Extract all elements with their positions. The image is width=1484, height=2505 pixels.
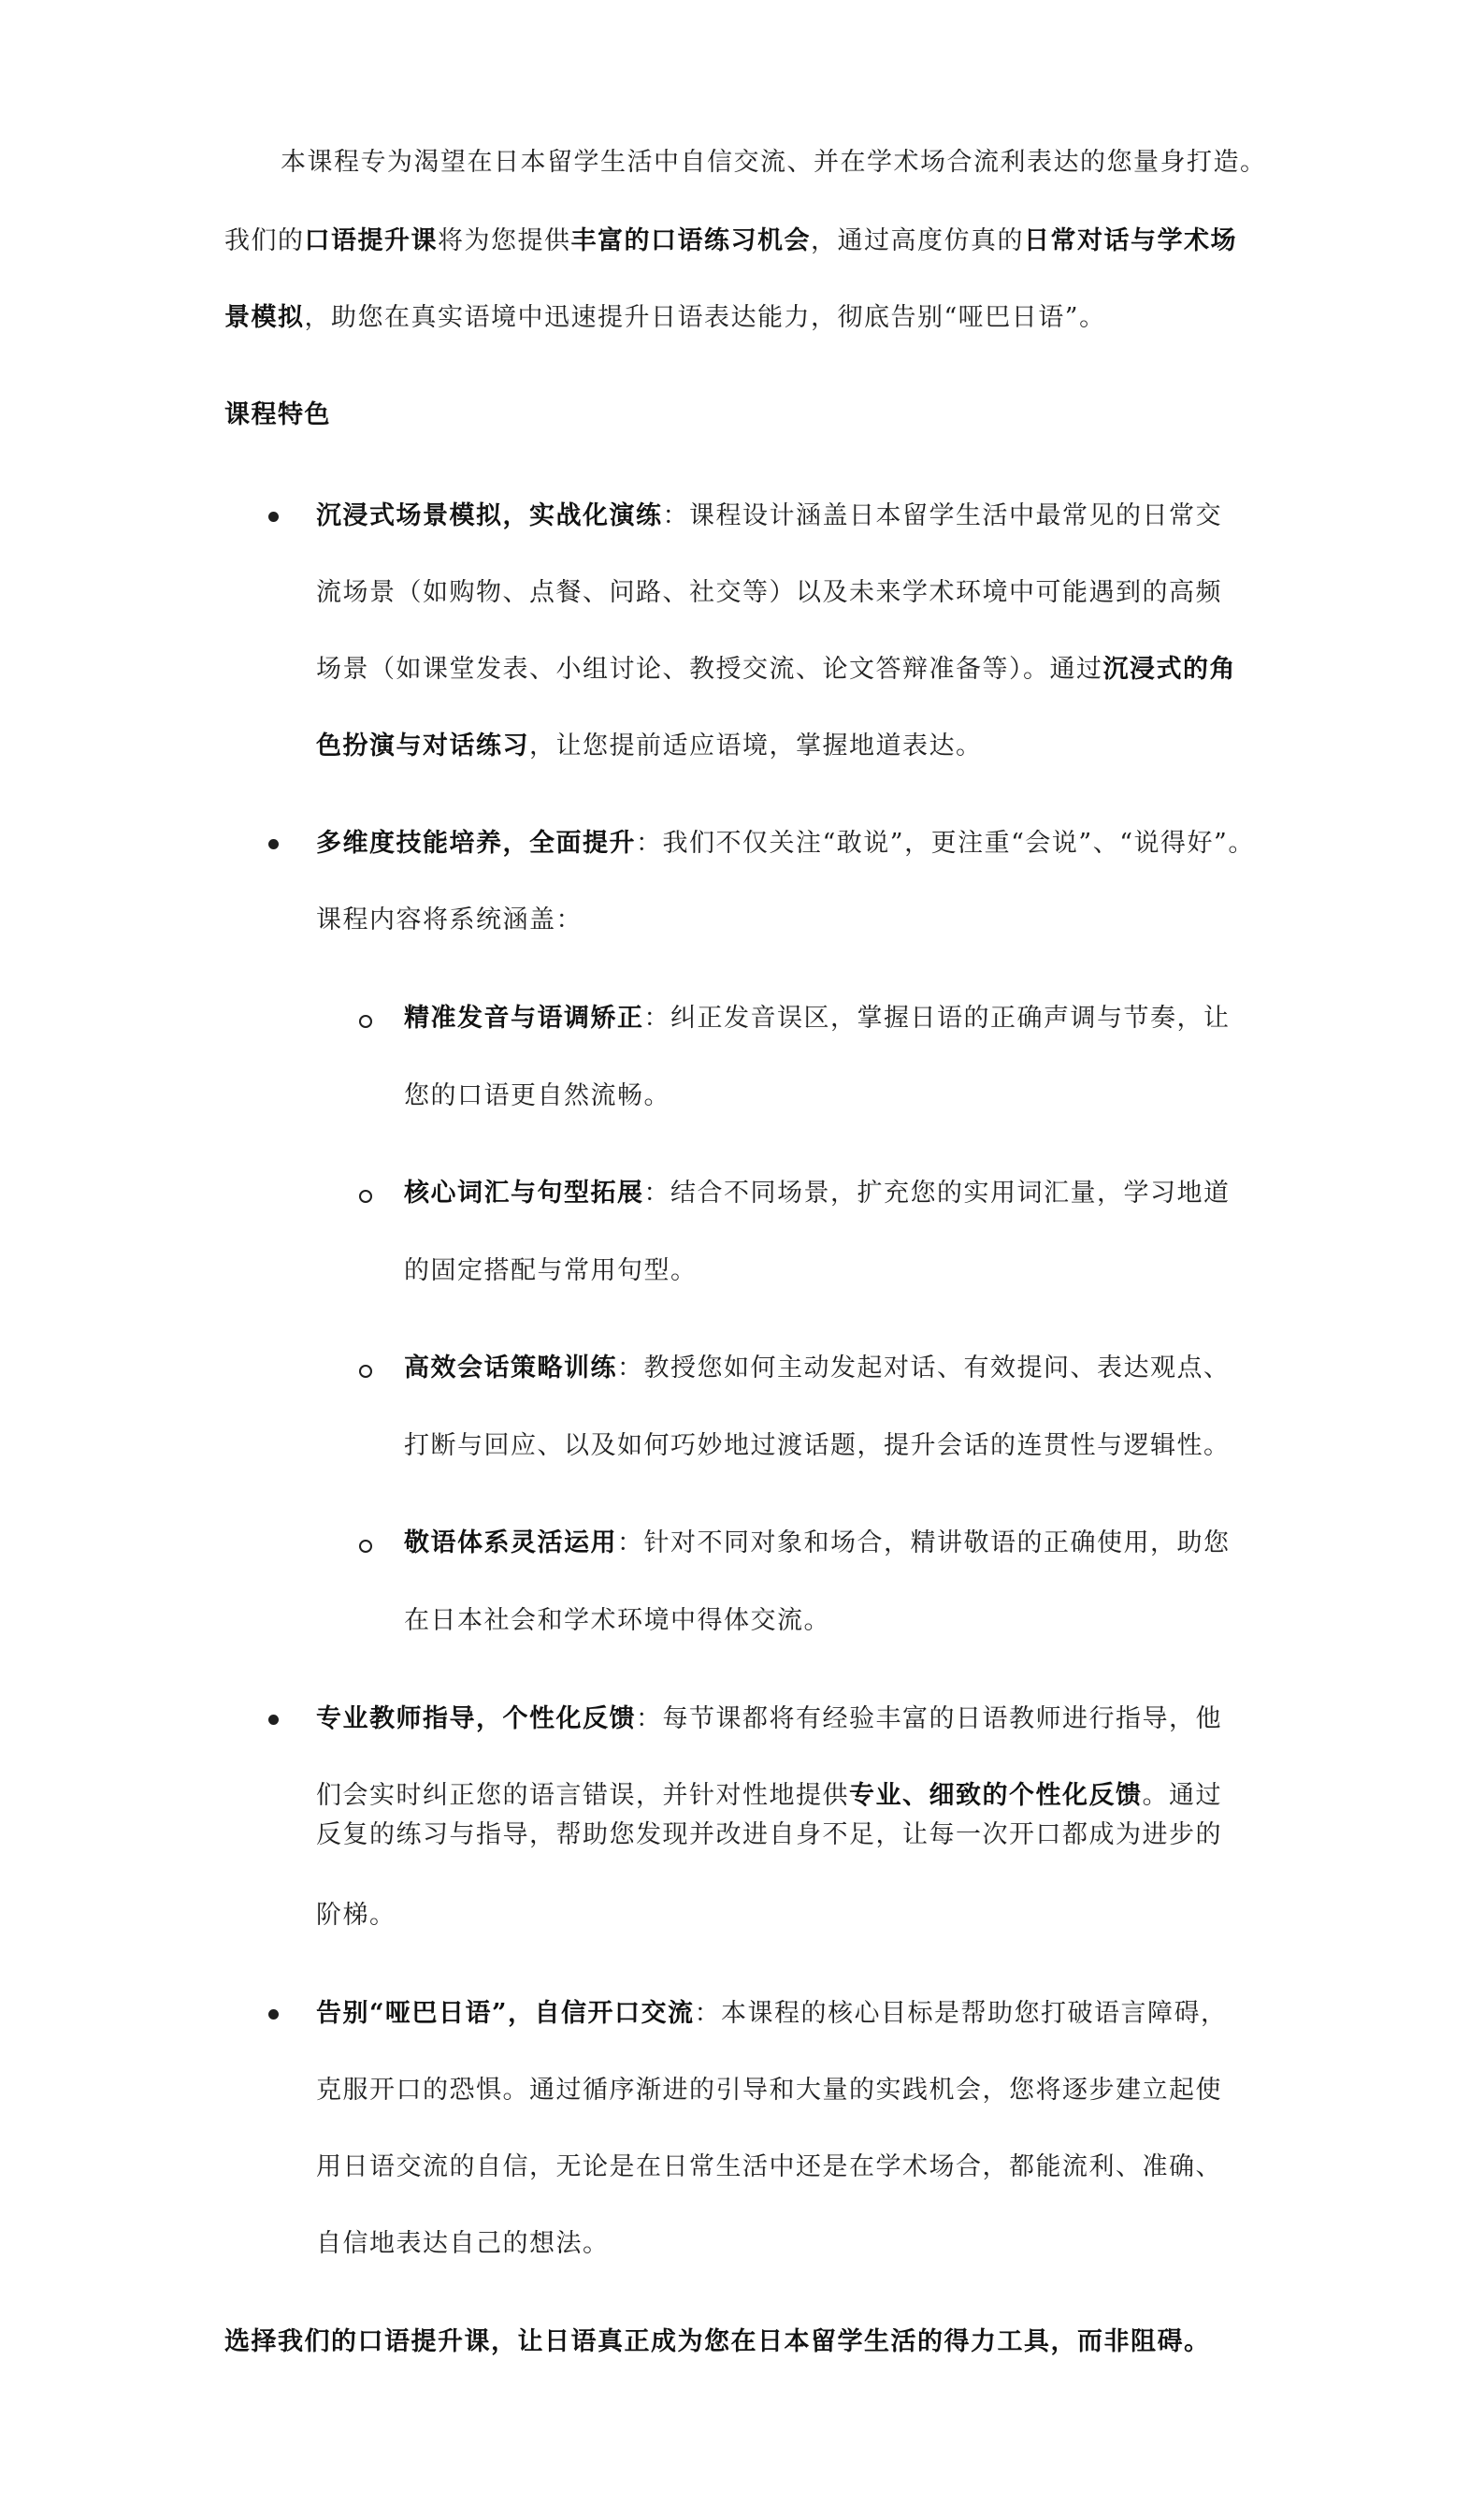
feature-text: 场景（如课堂发表、小组讨论、教授交流、论文答辩准备等）。通过	[316, 655, 1103, 684]
feature-bold-text: 色扮演与对话练习	[316, 731, 529, 760]
feature-2-line-1	[316, 825, 1255, 862]
sub-item-text: ：教授您如何主动发起对话、有效提问、表达观点、	[617, 1354, 1231, 1383]
intro-text: ，通过高度仿真的	[811, 226, 1024, 255]
sub-item-heading: 精准发音与语调矫正	[404, 1004, 644, 1033]
bullet-dot-icon	[268, 839, 279, 849]
feature-bold-text: 沉浸式的角	[1102, 655, 1236, 684]
feature-text: 自信地表达自己的想法。	[316, 2229, 610, 2258]
sub-item-1-line-2	[404, 1078, 670, 1115]
feature-1-line-1	[316, 498, 1222, 535]
sub-item-text: 在日本社会和学术环境中得体交流。	[404, 1606, 830, 1635]
bullet-circle-icon	[359, 1015, 372, 1028]
intro-line-2	[224, 223, 1237, 260]
feature-4-line-1	[316, 1995, 1228, 2033]
feature-2-heading: 多维度技能培养，全面提升	[316, 829, 636, 858]
sub-item-text: 您的口语更自然流畅。	[404, 1081, 670, 1110]
feature-1-line-4	[316, 728, 983, 765]
intro-text: 将为您提供	[438, 226, 571, 255]
feature-text: ：每节课都将有经验丰富的日语教师进行指导，他	[636, 1704, 1222, 1733]
intro-text: 我们的	[224, 226, 305, 255]
closing-text: 选择我们的口语提升课，让日语真正成为您在日本留学生活的得力工具，而非阻碍。	[224, 2327, 1211, 2356]
feature-text: 。通过	[1142, 1781, 1222, 1810]
feature-text: 课程内容将系统涵盖：	[316, 905, 583, 934]
feature-3-heading: 专业教师指导，个性化反馈	[316, 1704, 636, 1733]
sub-item-text: ：纠正发音误区，掌握日语的正确声调与节奏，让	[643, 1004, 1231, 1033]
sub-item-heading: 核心词汇与句型拓展	[404, 1179, 644, 1208]
feature-4-line-3	[316, 2149, 1222, 2186]
feature-3-line-2	[316, 1777, 1222, 1815]
feature-3-line-1	[316, 1701, 1222, 1738]
intro-bold-text: 丰富的口语练习机会	[570, 226, 811, 255]
sub-item-1-line-1	[404, 1000, 1231, 1037]
feature-1-line-2	[316, 574, 1222, 612]
feature-4-heading: 告别“哑巴日语”，自信开口交流	[316, 1999, 695, 2028]
feature-text: 反复的练习与指导，帮助您发现并改进自身不足，让每一次开口都成为进步的	[316, 1820, 1222, 1849]
feature-text: ：本课程的核心目标是帮助您打破语言障碍，	[694, 1999, 1228, 2028]
feature-4-line-4	[316, 2225, 610, 2263]
intro-bold-text: 景模拟	[224, 303, 305, 332]
intro-text: 本课程专为渴望在日本留学生活中自信交流、并在学术场合流利表达的您量身打造。	[281, 148, 1267, 177]
sub-item-3-line-1	[404, 1350, 1231, 1387]
bullet-circle-icon	[359, 1365, 372, 1378]
intro-bold-text: 日常对话与学术场	[1024, 226, 1237, 255]
feature-1-line-3	[316, 651, 1236, 688]
section-title-text: 课程特色	[224, 400, 331, 429]
closing-line	[224, 2324, 1211, 2361]
bullet-circle-icon	[359, 1540, 372, 1553]
feature-text: ：课程设计涵盖日本留学生活中最常见的日常交	[662, 501, 1222, 530]
sub-item-heading: 高效会话策略训练	[404, 1354, 617, 1383]
feature-4-line-2	[316, 2072, 1222, 2109]
feature-text: 克服开口的恐惧。通过循序渐进的引导和大量的实践机会，您将逐步建立起使	[316, 2076, 1222, 2105]
feature-text: 用日语交流的自信，无论是在日常生活中还是在学术场合，都能流利、准确、	[316, 2152, 1222, 2181]
sub-item-3-line-2	[404, 1427, 1231, 1465]
intro-bold-text: 口语提升课	[304, 226, 438, 255]
feature-3-line-4	[316, 1897, 396, 1934]
sub-item-text: 的固定搭配与常用句型。	[404, 1256, 698, 1285]
sub-item-text: ：结合不同场景，扩充您的实用词汇量，学习地道	[643, 1179, 1231, 1208]
sub-item-2-line-1	[404, 1175, 1231, 1212]
feature-2-line-2	[316, 902, 583, 939]
intro-line-3	[224, 299, 1106, 337]
feature-text: ，让您提前适应语境，掌握地道表达。	[529, 731, 983, 760]
sub-item-4-line-1	[404, 1525, 1231, 1562]
feature-1-heading: 沉浸式场景模拟，实战化演练	[316, 501, 663, 530]
bullet-dot-icon	[268, 1715, 279, 1725]
feature-text: 流场景（如购物、点餐、问路、社交等）以及未来学术环境中可能遇到的高频	[316, 578, 1222, 607]
section-title	[224, 397, 331, 434]
sub-item-text: ：针对不同对象和场合，精讲敬语的正确使用，助您	[617, 1528, 1231, 1557]
bullet-dot-icon	[268, 512, 279, 522]
feature-3-line-3	[316, 1817, 1222, 1854]
bullet-circle-icon	[359, 1190, 372, 1203]
sub-item-heading: 敬语体系灵活运用	[404, 1528, 617, 1557]
feature-text: 阶梯。	[316, 1901, 396, 1930]
feature-bold-text: 专业、细致的个性化反馈	[849, 1781, 1143, 1810]
feature-text: ：我们不仅关注“敢说”，更注重“会说”、“说得好”。	[636, 829, 1255, 858]
intro-text: ，助您在真实语境中迅速提升日语表达能力，彻底告别“哑巴日语”。	[304, 303, 1106, 332]
feature-text: 们会实时纠正您的语言错误，并针对性地提供	[316, 1781, 849, 1810]
bullet-dot-icon	[268, 2009, 279, 2020]
sub-item-2-line-2	[404, 1252, 698, 1290]
sub-item-4-line-2	[404, 1602, 830, 1640]
intro-line-1	[281, 144, 1267, 181]
sub-item-text: 打断与回应、以及如何巧妙地过渡话题，提升会话的连贯性与逻辑性。	[404, 1431, 1231, 1460]
